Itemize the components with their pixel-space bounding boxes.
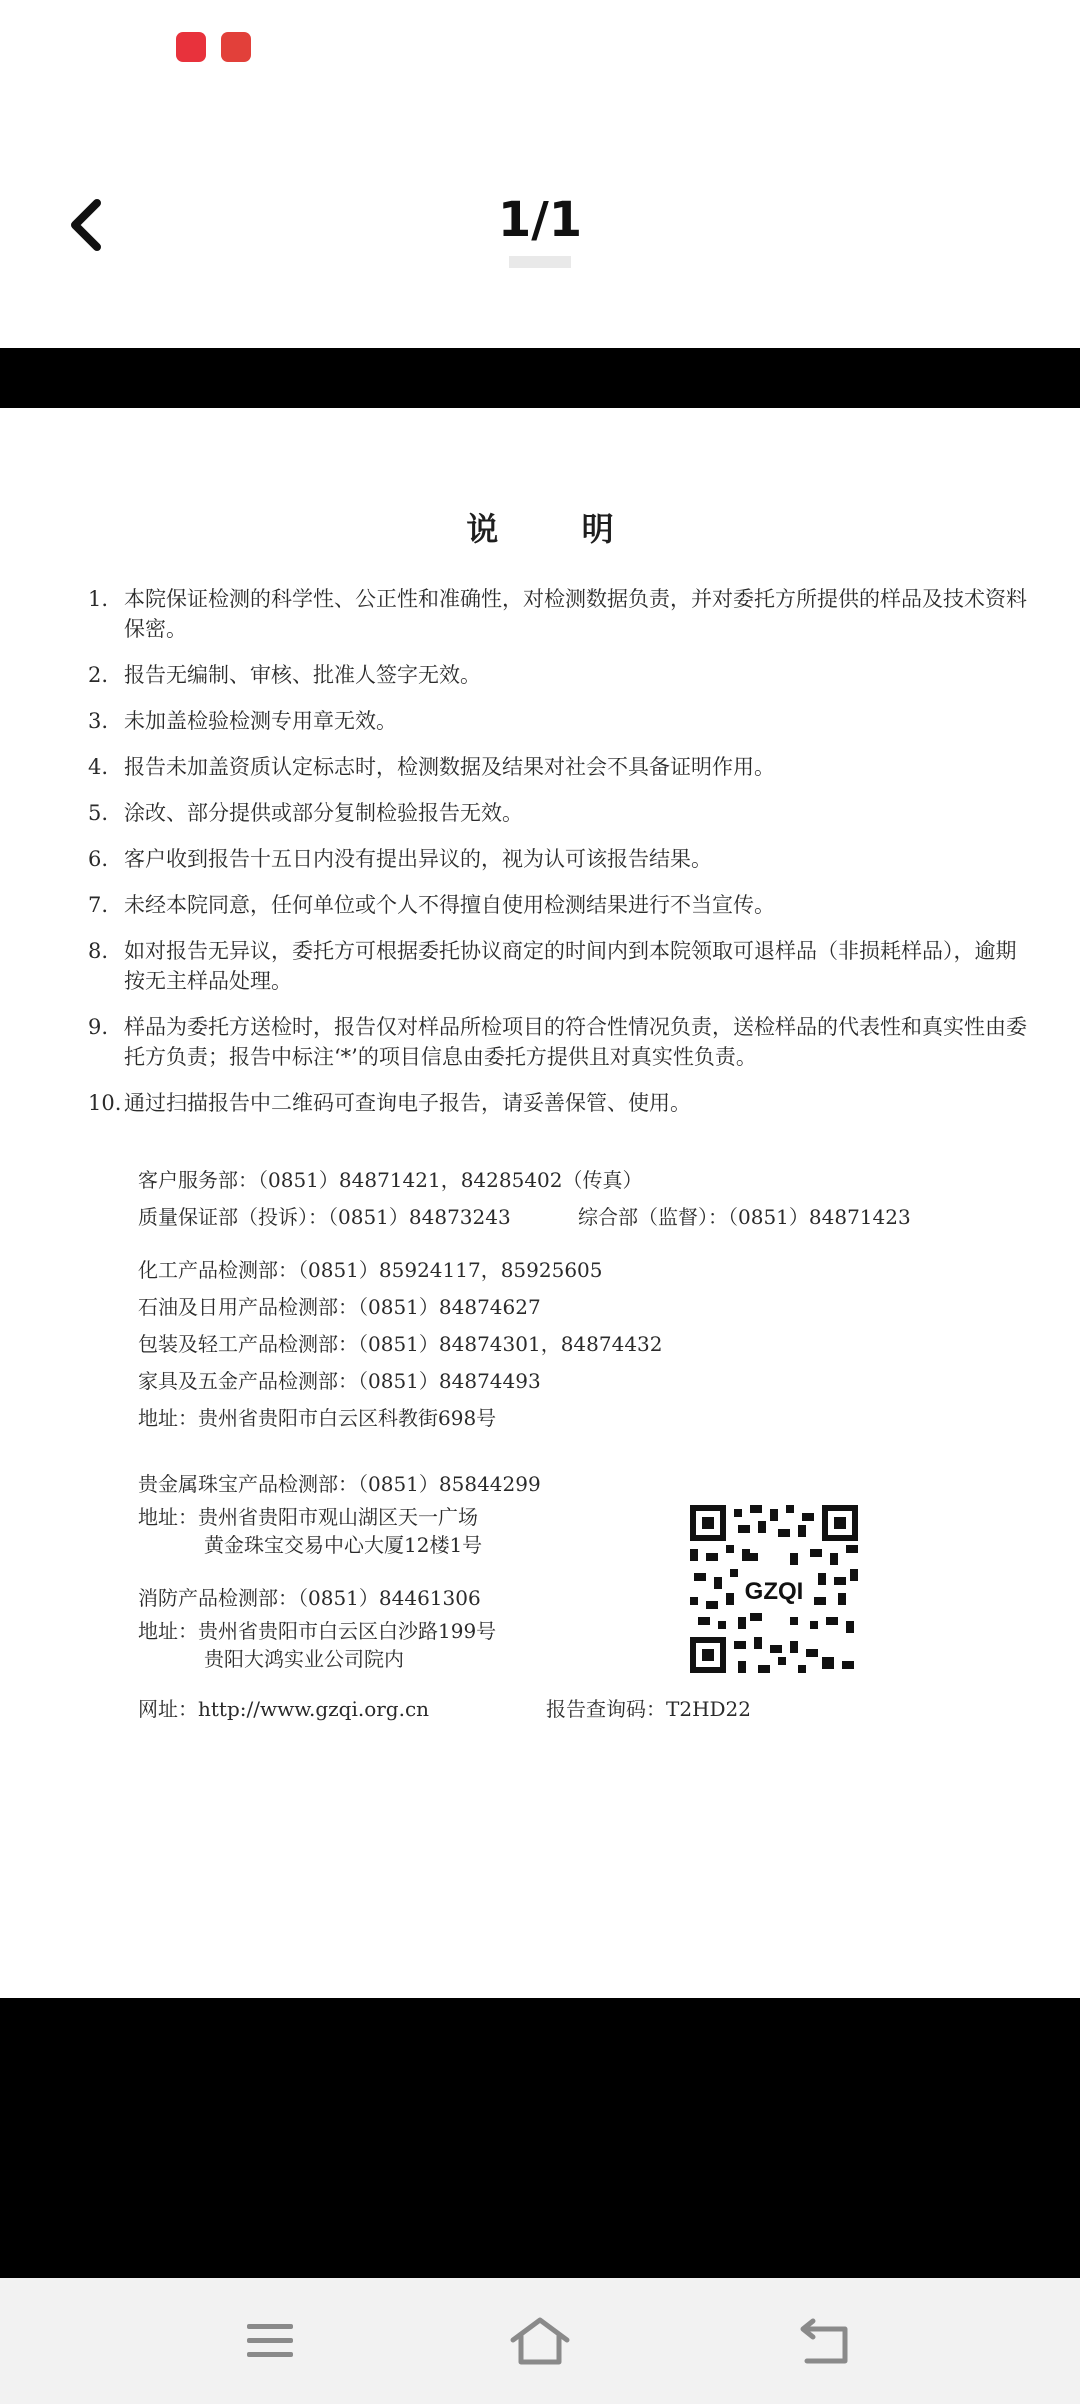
note-text: 客户收到报告十五日内没有提出异议的，视为认可该报告结果。 <box>124 847 712 871</box>
note-text: 报告未加盖资质认定标志时，检测数据及结果对社会不具备证明作用。 <box>124 755 775 779</box>
system-nav-bar <box>0 2278 1080 2404</box>
note-text: 本院保证检测的科学性、公正性和准确性，对检测数据负责，并对委托方所提供的样品及技术资料保密。 <box>124 587 1027 641</box>
home-button[interactable] <box>500 2308 580 2374</box>
note-item <box>88 1088 1028 1118</box>
contact-line: 包装及轻工产品检测部：（0851）84874301，84874432 <box>138 1332 663 1356</box>
document-page[interactable] <box>0 408 1080 1998</box>
contact-line: 贵阳大鸿实业公司院内 <box>204 1647 404 1671</box>
note-number: 10. <box>88 1091 122 1115</box>
note-text: 如对报告无异议，委托方可根据委托协议商定的时间内到本院领取可退样品（非损耗样品），逾期按无主样品处理。 <box>124 939 1017 993</box>
qr-code <box>690 1502 858 1676</box>
note-item <box>88 798 1028 828</box>
contact-line: 消防产品检测部：（0851）84461306 <box>138 1586 481 1610</box>
quality-dept-text: 质量保证部（投诉）：（0851）84873243 <box>138 1205 511 1229</box>
contact-line: 地址：贵州省贵阳市观山湖区天一广场 <box>138 1505 478 1529</box>
menu-icon <box>245 2321 295 2361</box>
note-item <box>88 1012 1028 1072</box>
document-footer <box>138 1694 1038 1724</box>
note-item <box>88 706 1028 736</box>
back-button[interactable] <box>52 190 122 260</box>
note-item <box>88 660 1028 690</box>
status-bar <box>0 0 1080 80</box>
menu-button[interactable] <box>230 2308 310 2374</box>
note-item <box>88 584 1028 644</box>
note-text: 未经本院同意，任何单位或个人不得擅自使用检测结果进行不当宣传。 <box>124 893 775 917</box>
note-number: 7. <box>88 893 109 917</box>
general-dept-text: 综合部（监督）：（0851）84871423 <box>578 1205 911 1229</box>
quality-dept-line <box>138 1199 1038 1236</box>
customer-service-line: 客户服务部：（0851）84871421，84285402（传真） <box>138 1168 643 1192</box>
fire-lab-contacts <box>138 1580 1038 1673</box>
note-number: 5. <box>88 801 109 825</box>
top-bar <box>0 160 1080 290</box>
note-number: 2. <box>88 663 109 687</box>
note-number: 8. <box>88 939 109 963</box>
note-number: 3. <box>88 709 109 733</box>
report-query-code: 报告查询码：T2HD22 <box>546 1697 751 1721</box>
note-item <box>88 890 1028 920</box>
note-number: 4. <box>88 755 109 779</box>
notes-list <box>88 584 1028 1134</box>
note-text: 样品为委托方送检时，报告仅对样品所检项目的符合性情况负责，送检样品的代表性和真实性由委托方负责；报告中标注‘*’的项目信息由委托方提供且对真实性负责。 <box>124 1015 1027 1069</box>
note-number: 6. <box>88 847 109 871</box>
note-text: 通过扫描报告中二维码可查询电子报告，请妥善保管、使用。 <box>124 1091 691 1115</box>
page-counter-highlight <box>509 256 571 268</box>
note-number: 1. <box>88 587 109 611</box>
note-text: 涂改、部分提供或部分复制检验报告无效。 <box>124 801 523 825</box>
app-notification-icon <box>176 32 206 62</box>
back-icon <box>799 2317 853 2365</box>
system-back-button[interactable] <box>786 2308 866 2374</box>
note-number: 9. <box>88 1015 109 1039</box>
note-item <box>88 844 1028 874</box>
qr-logo-text: GZQI <box>744 1578 804 1605</box>
document-title: 说 明 <box>466 510 650 548</box>
contact-line: 家具及五金产品检测部：（0851）84874493 <box>138 1369 541 1393</box>
note-item <box>88 752 1028 782</box>
app-notification-icon <box>221 32 251 62</box>
chevron-left-icon <box>67 197 107 253</box>
contact-line: 黄金珠宝交易中心大厦12楼1号 <box>204 1533 483 1557</box>
note-item <box>88 936 1028 996</box>
contact-line: 化工产品检测部：（0851）85924117，85925605 <box>138 1258 603 1282</box>
page-counter: 1/1 <box>497 192 583 248</box>
jewelry-lab-contacts <box>138 1466 1038 1559</box>
viewer-background-bottom <box>0 1998 1080 2278</box>
note-text: 未加盖检验检测专用章无效。 <box>124 709 397 733</box>
service-contacts <box>138 1162 1038 1236</box>
contact-line: 贵金属珠宝产品检测部：（0851）85844299 <box>138 1472 541 1496</box>
contact-line: 石油及日用产品检测部：（0851）84874627 <box>138 1295 541 1319</box>
note-text: 报告无编制、审核、批准人签字无效。 <box>124 663 481 687</box>
viewer-background-top <box>0 348 1080 408</box>
contact-line: 地址：贵州省贵阳市白云区科教街698号 <box>138 1406 497 1430</box>
contact-line: 地址：贵州省贵阳市白云区白沙路199号 <box>138 1619 497 1643</box>
home-icon <box>509 2316 571 2366</box>
website-text: 网址：http://www.gzqi.org.cn <box>138 1697 430 1721</box>
lab-contacts <box>138 1252 1038 1437</box>
